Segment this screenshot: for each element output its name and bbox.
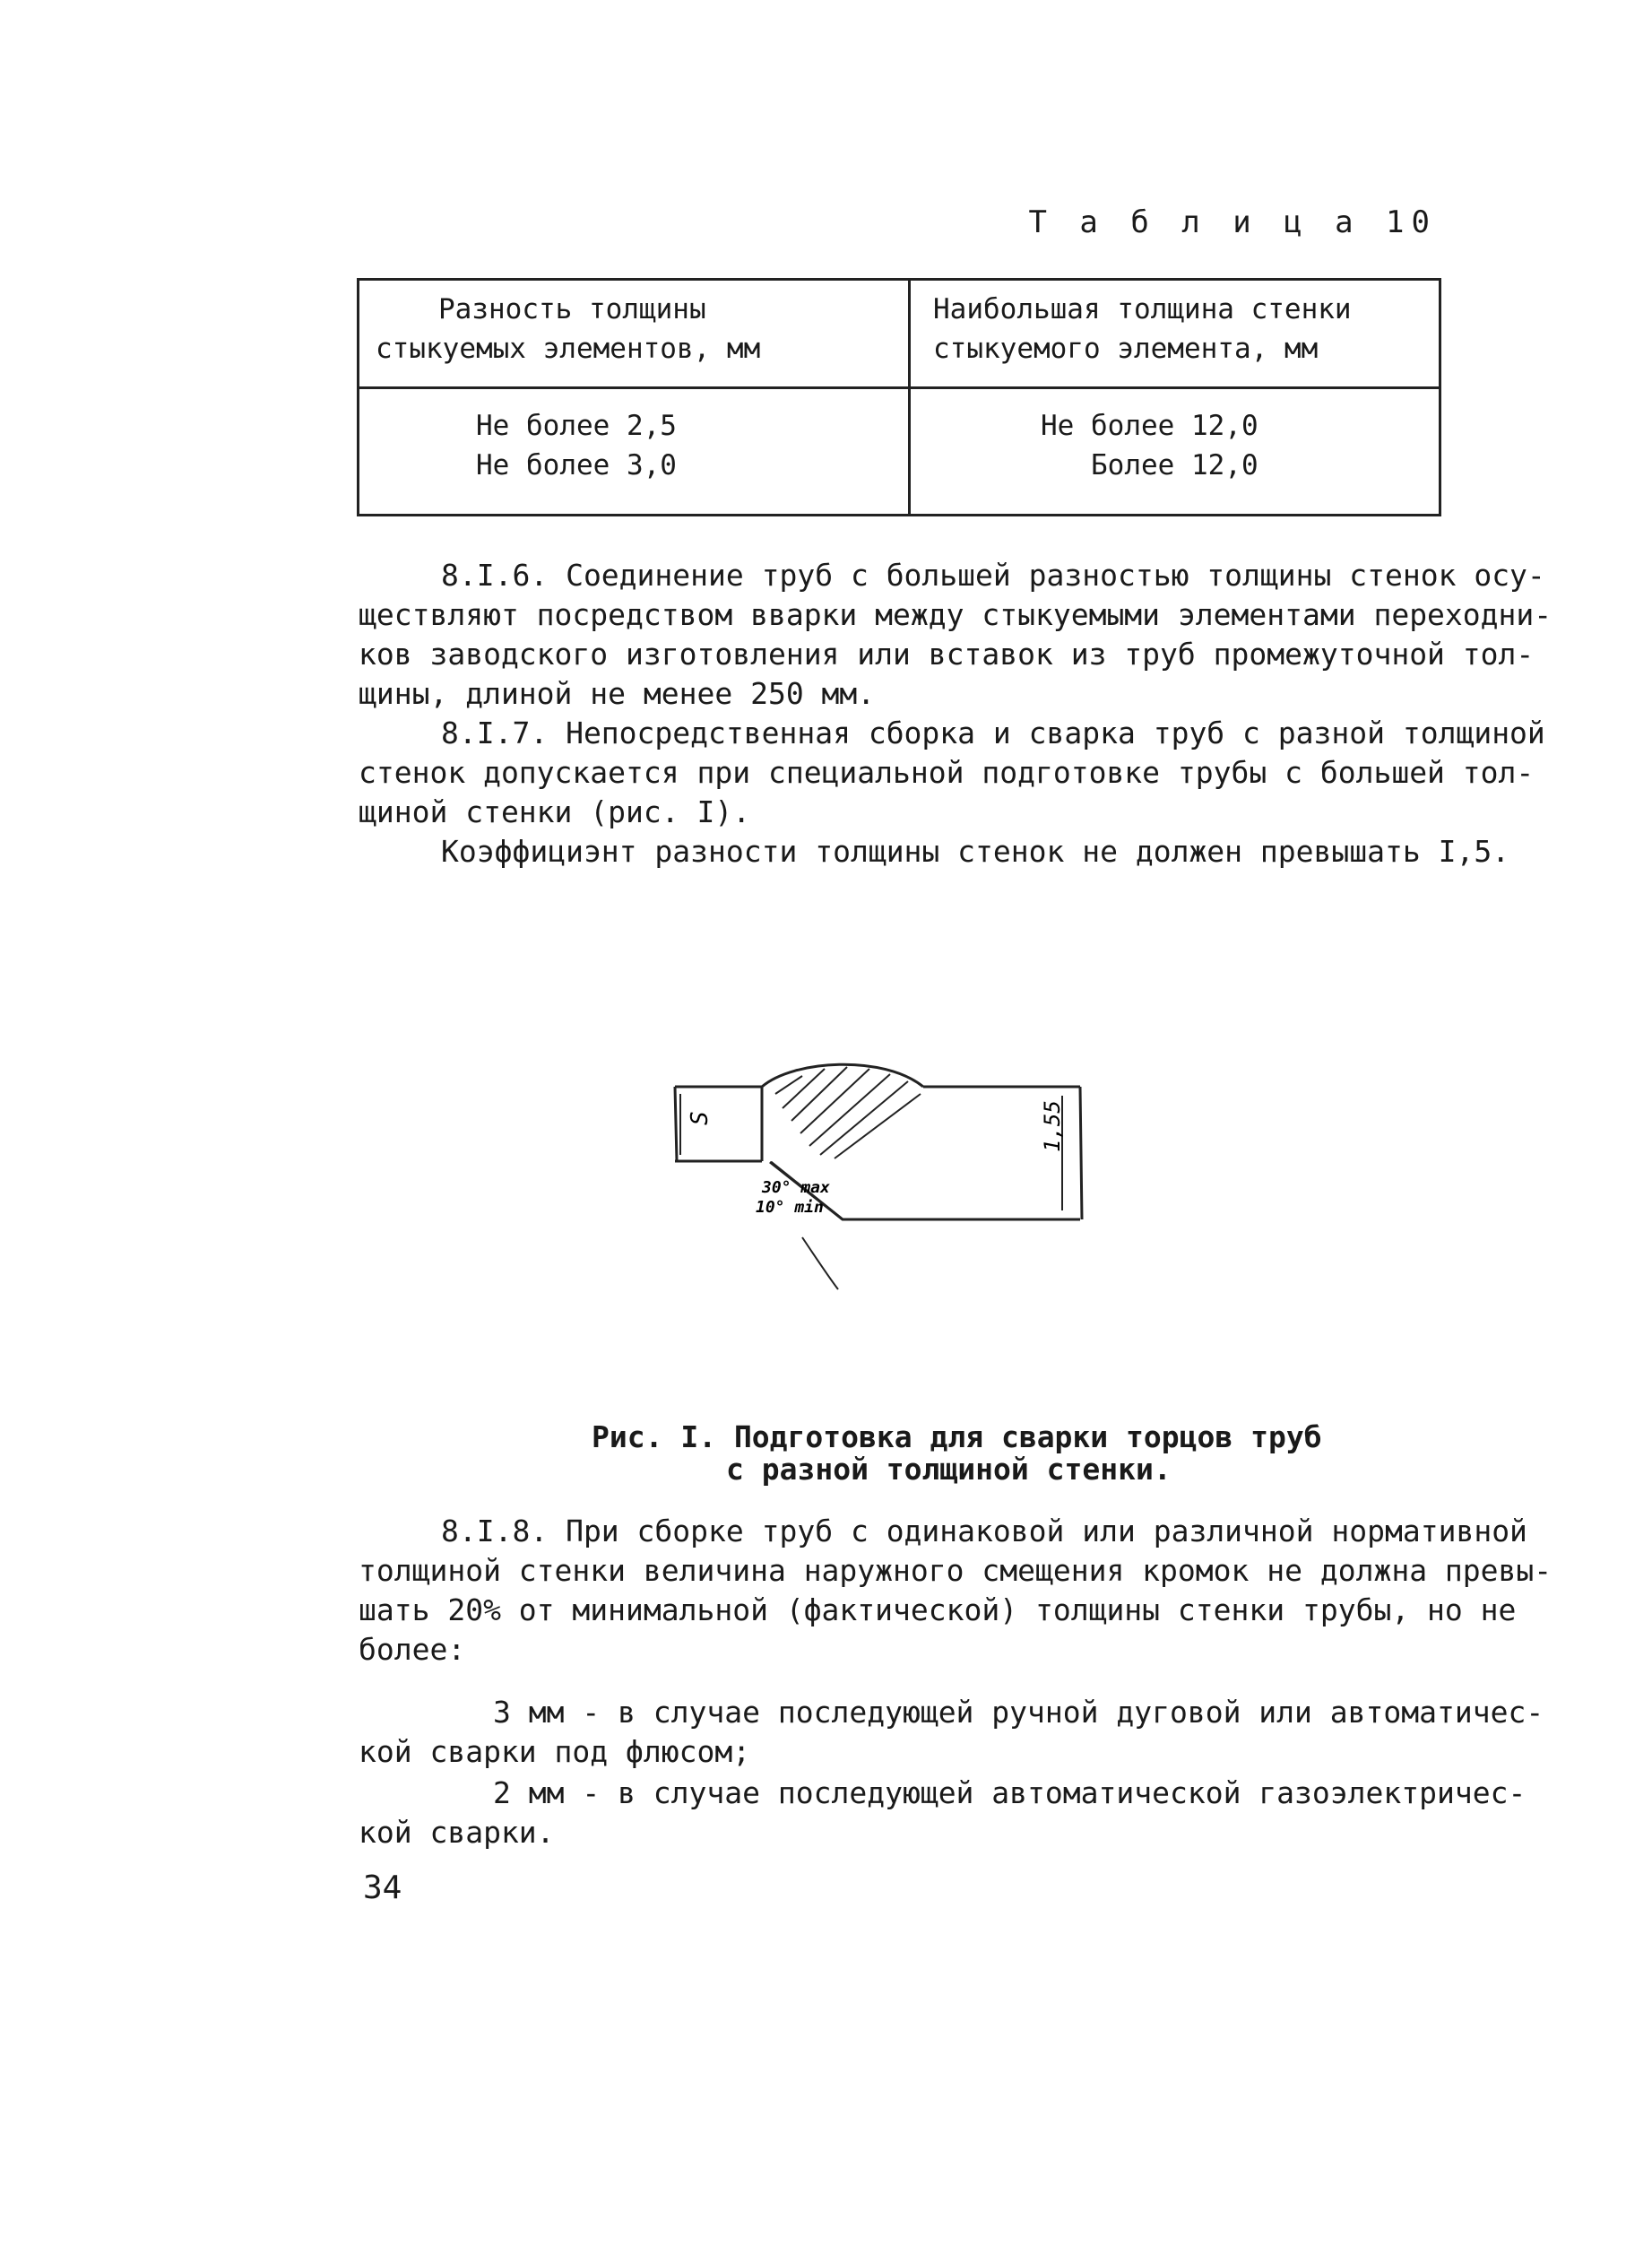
weld-preparation-figure <box>668 1058 1116 1291</box>
header-1-line-2: стыкуемых элементов, мм <box>376 333 761 365</box>
thickness-label-155: 1,55 <box>1040 1100 1065 1152</box>
weld-hatching <box>775 1067 921 1158</box>
pipe-outline <box>675 1064 1082 1289</box>
text-line: 8.I.6. Соединение труб с большей разностью толщины стенок осу- <box>441 558 1545 593</box>
text-line: 2 мм - в случае последующей автоматической газоэлектричес- <box>493 1775 1527 1810</box>
text-line: щины, длиной не менее 250 мм. <box>359 676 876 711</box>
text-line: стенок допускается при специальной подготовке трубы с большей тол- <box>359 755 1535 790</box>
table-header-1 <box>376 290 895 369</box>
text-line: щиной стенки (рис. I). <box>359 794 751 829</box>
text-line: 3 мм - в случае последующей ручной дуговой или автоматичес- <box>493 1695 1544 1730</box>
thickness-table <box>357 278 1441 516</box>
page-number: 34 <box>363 1869 402 1906</box>
caption-line-2: с разной толщиной стенки. <box>726 1452 1172 1487</box>
paragraph-8-1-8 <box>359 1512 1553 1670</box>
text-line: ков заводского изготовления или вставок из труб промежуточной тол- <box>359 637 1535 672</box>
angle-max-label: 30° max <box>762 1178 830 1197</box>
text-line: толщиной стенки величина наружного смещения кромок не должна превы- <box>359 1553 1553 1588</box>
caption-line-1: Рис. I. Подготовка для сварки торцов труб <box>592 1419 1322 1454</box>
text-line: кой сварки. <box>359 1815 555 1850</box>
table-column-divider <box>908 281 911 514</box>
text-line: более: <box>359 1632 466 1667</box>
header-2-line-1: Наибольшая толщина стенки <box>933 293 1352 325</box>
table-caption: Т а б л и ц а 10 <box>1028 204 1437 240</box>
table-cell: Не более 2,5 <box>476 410 677 442</box>
thickness-label-s: S <box>687 1111 714 1125</box>
table-header-2 <box>933 290 1435 369</box>
text-line: шать 20% от минимальной (фактической) толщины стенки трубы, но не <box>359 1592 1517 1627</box>
paragraph-8-1-7 <box>359 714 1545 872</box>
text-line: кой сварки под флюсом; <box>359 1734 751 1769</box>
figure-caption <box>592 1421 1322 1486</box>
list-item-3mm <box>359 1693 1544 1772</box>
table-cell: Не более 12,0 <box>1041 410 1258 442</box>
text-line: 8.I.8. При сборке труб с одинаковой или различной нормативной <box>441 1514 1527 1548</box>
header-1-line-1: Разность толщины <box>438 293 706 325</box>
table-cell: Более 12,0 <box>1091 449 1258 481</box>
angle-arc <box>802 1237 838 1289</box>
text-line: 8.I.7. Непосредственная сборка и сварка труб с разной толщиной <box>441 716 1545 750</box>
header-2-line-2: стыкуемого элемента, мм <box>933 333 1319 365</box>
angle-min-label: 10° min <box>756 1198 824 1217</box>
text-line: ществляют посредством вварки между стыкуемыми элементами переходни- <box>359 597 1553 632</box>
list-item-2mm <box>359 1774 1527 1852</box>
paragraph-8-1-6 <box>359 556 1553 714</box>
table-column-2-values <box>1041 406 1258 485</box>
coefficient-note: Коэффициэнт разности толщины стенок не должен превышать I,5. <box>441 834 1510 869</box>
table-cell: Не более 3,0 <box>476 449 677 481</box>
table-column-1-values <box>476 406 677 485</box>
table-header-divider <box>359 386 1439 389</box>
weld-crown <box>762 1064 923 1087</box>
